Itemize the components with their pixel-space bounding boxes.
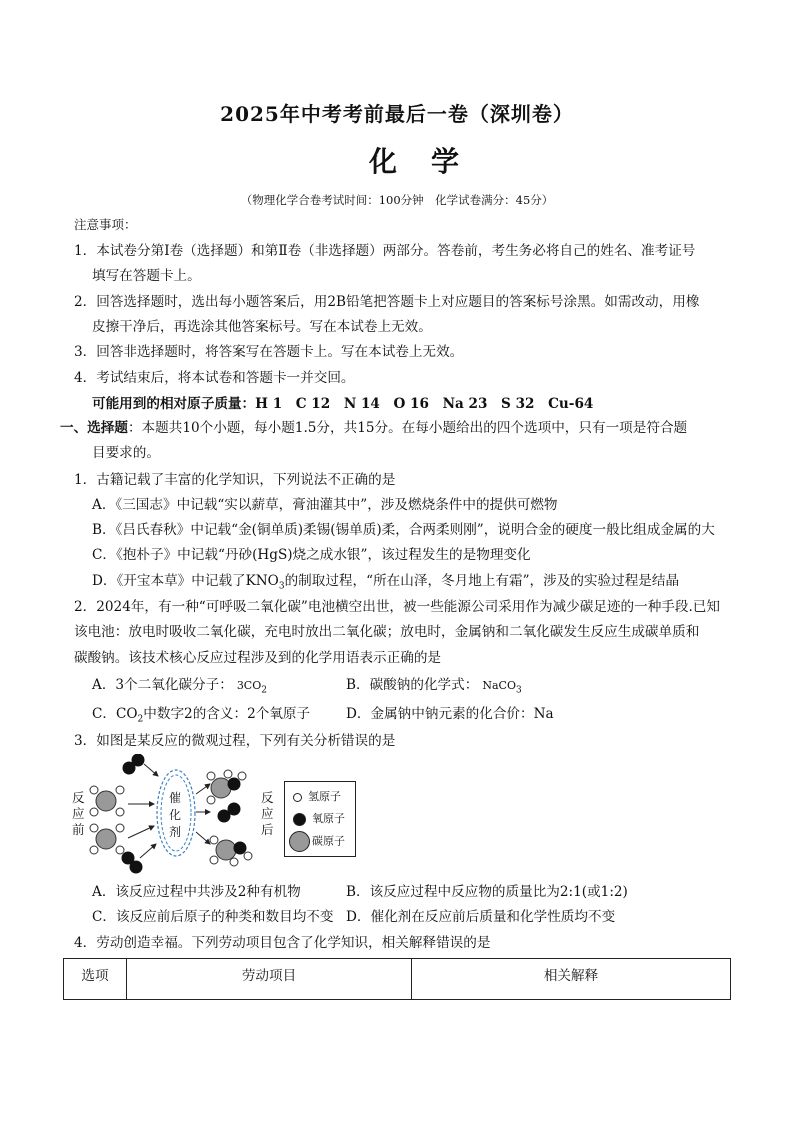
q2-option-c-pre: C．CO bbox=[92, 706, 138, 722]
oxygen-atom-icon bbox=[293, 813, 306, 826]
notice-item-1b: 填写在答题卡上。 bbox=[92, 268, 201, 284]
section1-heading-b: 目要求的。 bbox=[92, 445, 160, 461]
before-molecule-2 bbox=[90, 786, 124, 816]
catalyst-label: 催化剂 bbox=[169, 791, 182, 839]
notice-heading: 注意事项： bbox=[74, 217, 137, 232]
after-molecule-2 bbox=[218, 803, 241, 823]
q2-option-c bbox=[92, 704, 310, 730]
legend-hydrogen bbox=[293, 788, 341, 804]
q2-option-a-text: A．3个二氧化碳分子： bbox=[92, 677, 233, 693]
q4-header-project: 劳动项目 bbox=[127, 959, 412, 1000]
before-molecule-1 bbox=[123, 754, 145, 775]
after-molecule-3 bbox=[210, 836, 252, 866]
exam-title: 2025年中考考前最后一卷（深圳卷） bbox=[220, 102, 574, 126]
q1-option-b: B．《吕氏春秋》中记载“金(铜单质)柔锡(锡单质)柔，合两柔则刚”，说明合金的硬度一般比组成金属的大 bbox=[92, 522, 715, 538]
atomic-masses: 可能用到的相对原子质量：H 1 C 12 N 14 O 16 Na 23 S 32 Cu-64 bbox=[92, 396, 594, 412]
q4-header-option: 选项 bbox=[64, 959, 127, 1000]
q3-option-c: C．该反应前后原子的种类和数目均不变 bbox=[92, 909, 334, 925]
q1-option-c: C．《抱朴子》中记载“丹砂(HgS)烧之成水银”，该过程发生的是物理变化 bbox=[92, 547, 531, 563]
q3-option-d: D．催化剂在反应前后质量和化学性质均不变 bbox=[346, 909, 616, 925]
legend-carbon-label: 碳原子 bbox=[312, 834, 345, 848]
q1-option-d bbox=[92, 571, 679, 597]
q1-stem: 1．古籍记载了丰富的化学知识，下列说法不正确的是 bbox=[74, 472, 396, 488]
q2-option-a bbox=[92, 675, 267, 701]
legend-carbon bbox=[289, 831, 345, 852]
q1-option-d-sub: 3 bbox=[278, 581, 285, 592]
q2-option-c-post: 中数字2的含义：2个氧原子 bbox=[143, 706, 311, 722]
before-molecule-4 bbox=[122, 852, 143, 874]
section1-heading bbox=[60, 418, 687, 438]
legend-hydrogen-label: 氢原子 bbox=[308, 790, 341, 803]
q1-option-d-post: 的制取过程，“所在山泽，冬月地上有霜”，涉及的实验过程是结晶 bbox=[284, 573, 680, 589]
notice-item-3: 3．回答非选择题时，将答案写在答题卡上。写在本试卷上无效。 bbox=[74, 344, 464, 360]
before-molecule-3 bbox=[90, 824, 124, 854]
q3-option-b: B．该反应过程中反应物的质量比为2:1(或1:2) bbox=[346, 884, 628, 900]
q4-table bbox=[63, 958, 731, 1000]
before-label: 反应前 bbox=[72, 790, 85, 837]
q2-option-b-text: B．碳酸钠的化学式： bbox=[346, 677, 479, 693]
exam-info: （物理化学合卷考试时间：100分钟 化学试卷满分：45分） bbox=[240, 193, 554, 207]
section1-heading-bold: 一、选择题 bbox=[60, 420, 128, 436]
q3-option-a: A．该反应过程中共涉及2种有机物 bbox=[92, 884, 301, 900]
q1-option-d-pre: D．《开宝本草》中记载了KNO bbox=[92, 573, 279, 589]
hydrogen-atom-icon bbox=[293, 793, 302, 802]
q2-option-a-sub: 2 bbox=[261, 685, 267, 696]
q2-stem-c: 碳酸钠。该技术核心反应过程涉及到的化学用语表示正确的是 bbox=[74, 650, 442, 666]
q4-table-header-row bbox=[64, 959, 731, 1000]
q4-stem: 4．劳动创造幸福。下列劳动项目包含了化学知识，相关解释错误的是 bbox=[74, 935, 491, 951]
notice-item-2a: 2．回答选择题时，选出每小题答案后，用2B铅笔把答题卡上对应题目的答案标号涂黑。如需改动，用橡 bbox=[74, 294, 700, 310]
after-molecule-1 bbox=[207, 770, 246, 804]
q4-header-explanation: 相关解释 bbox=[412, 959, 731, 1000]
q2-option-d: D．金属钠中钠元素的化合价：Na bbox=[346, 706, 554, 722]
q2-option-a-formula: 3CO bbox=[236, 679, 262, 692]
q2-option-b-formula: NaCO bbox=[482, 679, 516, 692]
subject-title: 化学 bbox=[368, 145, 493, 178]
q3-stem: 3．如图是某反应的微观过程，下列有关分析错误的是 bbox=[74, 733, 396, 749]
q2-stem-a: 2．2024年，有一种“可呼吸二氧化碳”电池横空出世，被一些能源公司采用作为减少碳足迹的一种手段.已知 bbox=[74, 599, 720, 615]
carbon-atom-icon bbox=[289, 831, 310, 852]
q1-option-a: A．《三国志》中记载“实以薪草，膏油灌其中”，涉及燃烧条件中的提供可燃物 bbox=[92, 497, 558, 513]
notice-item-1a: 1．本试卷分第Ⅰ卷（选择题）和第Ⅱ卷（非选择题）两部分。答卷前，考生务必将自己的姓名、准考证号 bbox=[74, 243, 696, 259]
legend-oxygen-label: 氧原子 bbox=[312, 812, 345, 825]
q2-option-c-sub: 2 bbox=[137, 714, 144, 725]
legend-oxygen bbox=[293, 810, 345, 826]
notice-item-4: 4．考试结束后，将本试卷和答题卡一并交回。 bbox=[74, 370, 355, 386]
q2-stem-b: 该电池：放电时吸收二氧化碳，充电时放出二氧化碳；放电时，金属钠和二氧化碳发生反应生成碳单质和 bbox=[74, 624, 700, 640]
diagram-legend bbox=[284, 781, 356, 857]
q2-option-b bbox=[346, 675, 522, 701]
after-label: 反应后 bbox=[261, 790, 274, 837]
section1-heading-rest: ：本题共10个小题，每小题1.5分，共15分。在每小题给出的四个选项中，只有一项是符合题 bbox=[127, 420, 688, 436]
q2-option-b-sub: 3 bbox=[515, 685, 522, 696]
notice-item-2b: 皮擦干净后，再选涂其他答案标号。写在本试卷上无效。 bbox=[92, 319, 432, 335]
